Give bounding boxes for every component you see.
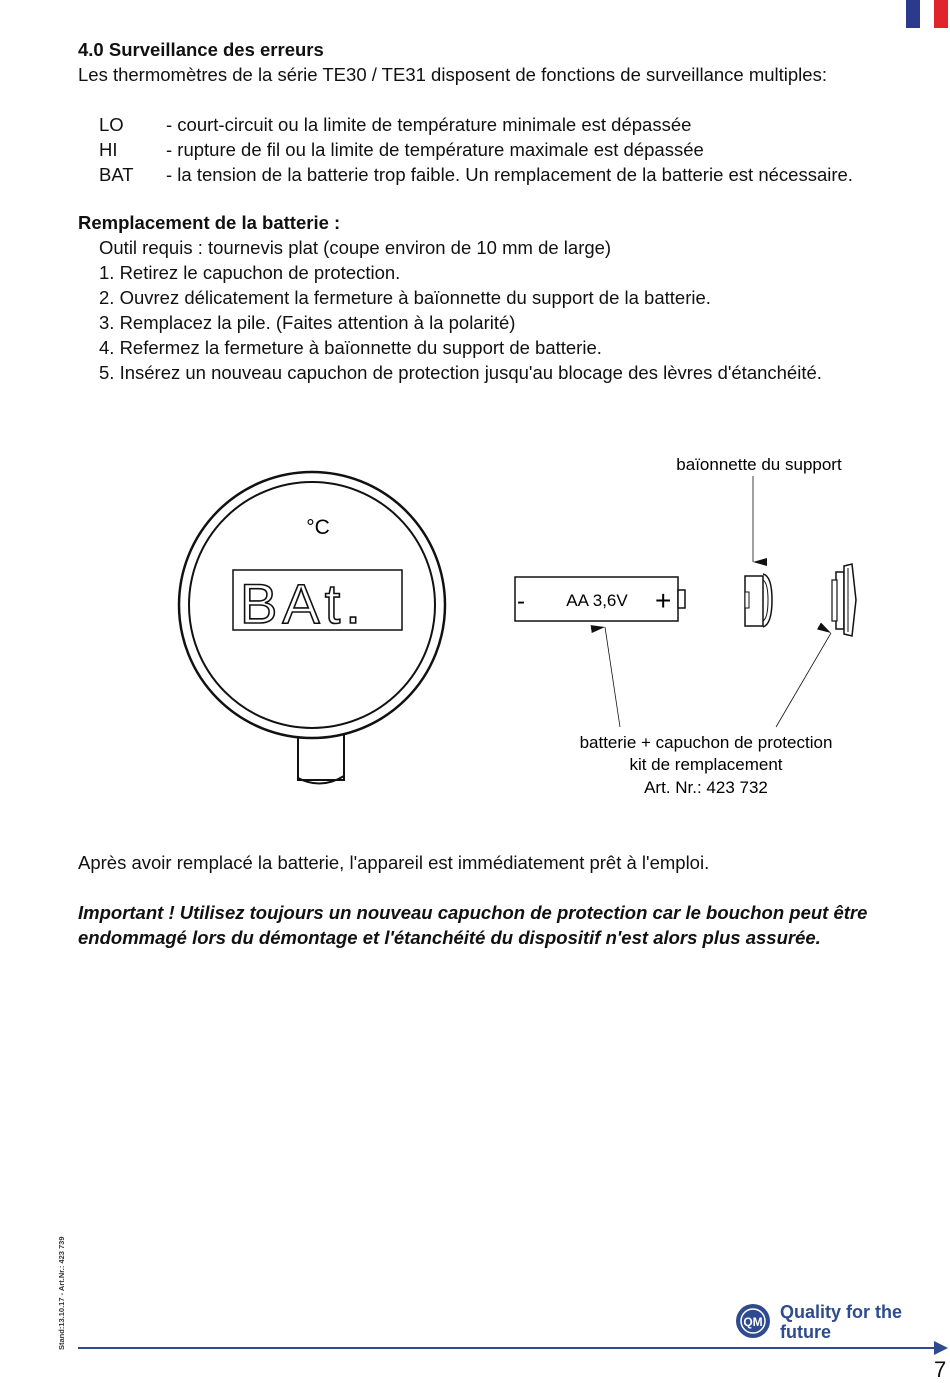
unit-label: °C [306, 516, 330, 539]
step-3: 3. Remplacez la pile. (Faites attention à la polarité) [99, 312, 516, 333]
important-line-1: Important ! Utilisez toujours un nouveau capuchon de protection car le bouchon peut être [78, 902, 868, 923]
label-bayonet-support: baïonnette du support [676, 455, 842, 474]
logo-line-1: Quality for the [780, 1302, 903, 1322]
battery-plus-sign: + [655, 585, 672, 616]
section-heading-error-monitoring: 4.0 Surveillance des erreurs [78, 39, 324, 60]
section-intro: Les thermomètres de la série TE30 / TE31 disposent de fonctions de surveillance multiples: [78, 64, 827, 85]
error-desc-bat: - la tension de la batterie trop faible. Un remplacement de la batterie est nécessaire. [166, 164, 853, 185]
kit-label-line1: batterie + capuchon de protection [579, 733, 833, 752]
footer-rule [78, 1347, 942, 1349]
step-2: 2. Ouvrez délicatement la fermeture à baïonnette du support de la batterie. [99, 287, 711, 308]
footer-arrow-icon [934, 1341, 948, 1355]
lcd-display-text: BAt. [240, 572, 366, 635]
battery-minus-sign: - [517, 588, 525, 615]
step-5: 5. Insérez un nouveau capuchon de protection jusqu'au blocage des lèvres d'étanchéité. [99, 362, 822, 383]
error-code-bat: BAT [99, 164, 134, 185]
qm-logo-icon [734, 1302, 774, 1342]
arrow-to-cap [776, 633, 831, 727]
important-line-2: endommagé lors du démontage et l'étanchéité du dispositif n'est alors plus assurée. [78, 927, 821, 948]
step-4: 4. Refermez la fermeture à baïonnette du support de batterie. [99, 337, 602, 358]
bayonet-support-drawing [745, 574, 772, 627]
step-1: 1. Retirez le capuchon de protection. [99, 262, 401, 283]
kit-label-line2: kit de remplacement [629, 755, 783, 774]
required-tool: Outil requis : tournevis plat (coupe environ de 10 mm de large) [99, 237, 612, 258]
error-desc-hi: - rupture de fil ou la limite de température maximale est dépassée [166, 139, 704, 160]
error-code-lo: LO [99, 114, 124, 135]
footer-side-text: Stand:13.10.17 - Art.Nr.: 423 739 [57, 1236, 66, 1350]
battery-terminal [678, 590, 685, 608]
qm-logo-text [780, 1302, 902, 1342]
page-number: 7 [934, 1357, 947, 1382]
battery-label: AA 3,6V [566, 591, 628, 610]
kit-label-line3: Art. Nr.: 423 732 [644, 778, 768, 797]
error-code-hi: HI [99, 139, 118, 160]
thermometer-drawing [179, 472, 445, 784]
battery-drawing [515, 577, 685, 621]
qm-logo-mark: QM [743, 1315, 763, 1329]
arrow-to-battery [605, 627, 620, 727]
important-note [78, 900, 867, 950]
after-replacement-text: Après avoir remplacé la batterie, l'appareil est immédiatement prêt à l'emploi. [78, 852, 710, 873]
protective-cap-drawing [832, 564, 856, 636]
error-desc-lo: - court-circuit ou la limite de température minimale est dépassée [166, 114, 692, 135]
logo-line-2: future [780, 1322, 831, 1342]
qm-logo [734, 1302, 914, 1342]
section-heading-battery-replacement: Remplacement de la batterie : [78, 212, 341, 233]
